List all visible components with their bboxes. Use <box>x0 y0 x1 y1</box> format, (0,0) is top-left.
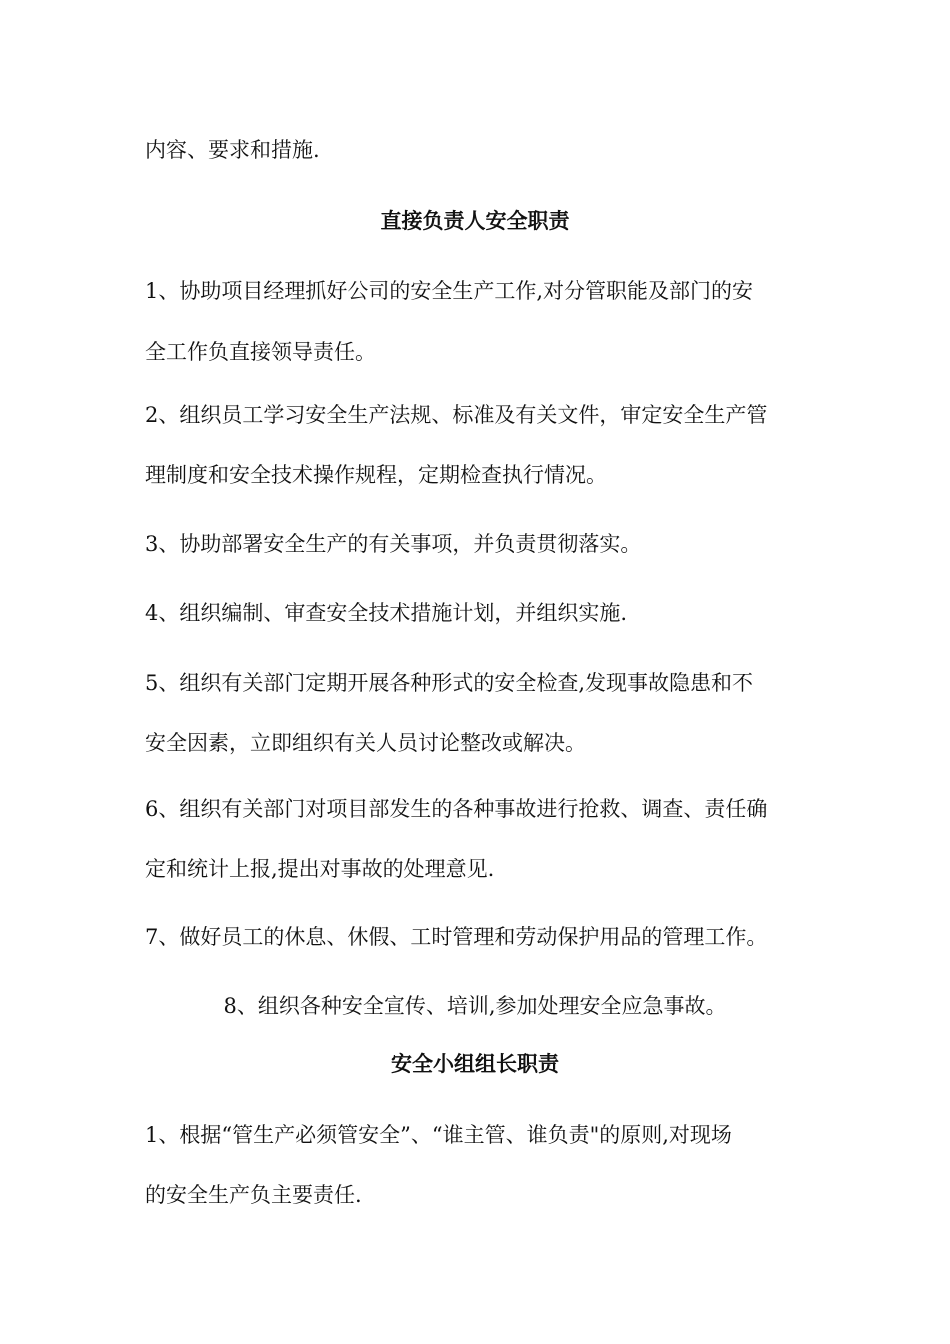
paragraph-line: 2、组织员工学习安全生产法规、标准及有关文件，审定安全生产管 <box>145 403 768 427</box>
paragraph-line: 5、组织有关部门定期开展各种形式的安全检查,发现事故隐患和不 <box>145 671 754 695</box>
section-title-direct-responsible: 直接负责人安全职责 <box>380 208 570 233</box>
paragraph-line: 定和统计上报,提出对事故的处理意见. <box>145 857 495 881</box>
paragraph-line: 理制度和安全技术操作规程，定期检查执行情况。 <box>145 463 607 487</box>
paragraph-line: 安全因素，立即组织有关人员讨论整改或解决。 <box>145 731 586 755</box>
paragraph-line: 1、根据“管生产必须管安全”、“谁主管、谁负责"的原则,对现场 <box>145 1123 732 1147</box>
paragraph-line: 4、组织编制、审查安全技术措施计划，并组织实施. <box>145 601 628 625</box>
paragraph-line: 3、协助部署安全生产的有关事项，并负责贯彻落实。 <box>145 532 642 556</box>
intro-text: 内容、要求和措施. <box>145 138 320 162</box>
paragraph-line: 的安全生产负主要责任. <box>145 1183 362 1207</box>
paragraph-line: 7、做好员工的休息、休假、工时管理和劳动保护用品的管理工作。 <box>145 925 768 949</box>
paragraph-line: 1、协助项目经理抓好公司的安全生产工作,对分管职能及部门的安 <box>145 279 754 303</box>
section-title-safety-team-leader: 安全小组组长职责 <box>391 1051 559 1076</box>
paragraph-line: 6、组织有关部门对项目部发生的各种事故进行抢救、调查、责任确 <box>145 797 768 821</box>
paragraph-line: 全工作负直接领导责任。 <box>145 340 376 364</box>
paragraph-line-item8: 8、组织各种安全宣传、培训,参加处理安全应急事故。 <box>223 994 727 1018</box>
